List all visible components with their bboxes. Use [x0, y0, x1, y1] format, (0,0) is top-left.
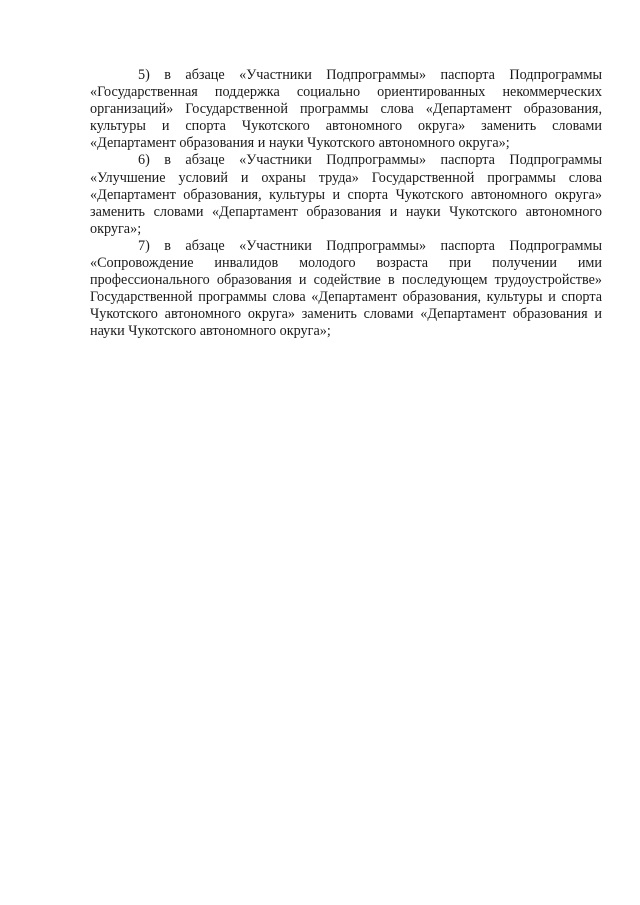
paragraph-item-7: 7) в абзаце «Участники Подпрограммы» паспорта Подпрограммы «Сопровождение инвалидов молодого возраста при получении ими профессионального образования и содействие в последующем трудоустройстве» Государственной программы слова «Департамент образования, культуры и спорта Чукотского автономного округа» заменить словами «Департамент образования и науки Чукотского автономного округа»;	[90, 237, 602, 340]
paragraph-item-6: 6) в абзаце «Участники Подпрограммы» паспорта Подпрограммы «Улучшение условий и охраны труда» Государственной программы слова «Департамент образования, культуры и спорта Чукотского автономного округа» заменить словами «Департамент образования и науки Чукотского автономного округа»;	[90, 152, 602, 237]
paragraph-item-5: 5) в абзаце «Участники Подпрограммы» паспорта Подпрограммы «Государственная поддержка социально ориентированных некоммерческих организаций» Государственной программы слова «Департамент образования, культуры и спорта Чукотского автономного округа» заменить словами «Департамент образования и науки Чукотского автономного округа»;	[90, 67, 602, 152]
document-body	[90, 67, 602, 341]
